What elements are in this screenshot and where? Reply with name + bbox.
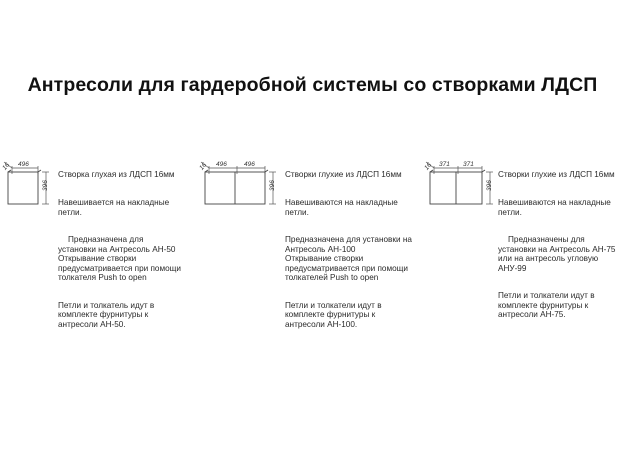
svg-text:396: 396 [269, 180, 276, 191]
sash-mount: Навешиваются на накладные петли. [285, 198, 398, 217]
sash-drawing-2 [197, 154, 287, 214]
sash-heading: Створки глухие из ЛДСП 16мм [498, 170, 615, 180]
sash-hardware: Петли и толкатели идут в комплекте фурнитуры к антресоли АН-75. [498, 291, 595, 320]
page-title: Антресоли для гардеробной системы со створками ЛДСП [27, 74, 598, 96]
svg-text:16: 16 [1, 161, 12, 172]
sash-description-1 [58, 161, 198, 339]
sash-description-3 [498, 161, 625, 329]
sash-description-2 [285, 161, 425, 339]
sash-heading: Створки глухие из ЛДСП 16мм [285, 170, 402, 180]
sash-purpose: Предназначены для установки на Антресоль АН-75 или на антресоль угловую АНУ-99 [498, 235, 616, 273]
svg-text:371: 371 [463, 161, 474, 168]
sash-purpose: Предназначена для установки на Антресоль АН-100 Открывание створки предусматривается при помощи толкателей Push to open [285, 235, 412, 283]
sash-purpose: Предназначена для установки на Антресоль АН-50 Открывание створки предусматривается при помощи толкателя Push to open [58, 235, 181, 283]
sash-drawing-3 [422, 154, 502, 214]
sash-heading: Створка глухая из ЛДСП 16мм [58, 170, 175, 180]
svg-text:371: 371 [439, 161, 450, 168]
sash-hardware: Петли и толкатель идут в комплекте фурнитуры к антресоли АН-50. [58, 300, 155, 329]
sash-mount: Навешиваются на накладные петли. [498, 198, 611, 217]
svg-text:496: 496 [216, 161, 227, 168]
sash-drawing-1 [0, 154, 60, 214]
sash-mount: Навешивается на накладные петли. [58, 198, 170, 217]
svg-text:496: 496 [18, 161, 29, 168]
sash-hardware: Петли и толкатели идут в комплекте фурнитуры к антресоли АН-100. [285, 300, 382, 329]
svg-text:396: 396 [42, 180, 49, 191]
svg-text:16: 16 [423, 161, 434, 172]
svg-text:496: 496 [244, 161, 255, 168]
svg-text:396: 396 [486, 180, 493, 191]
svg-text:16: 16 [198, 161, 209, 172]
